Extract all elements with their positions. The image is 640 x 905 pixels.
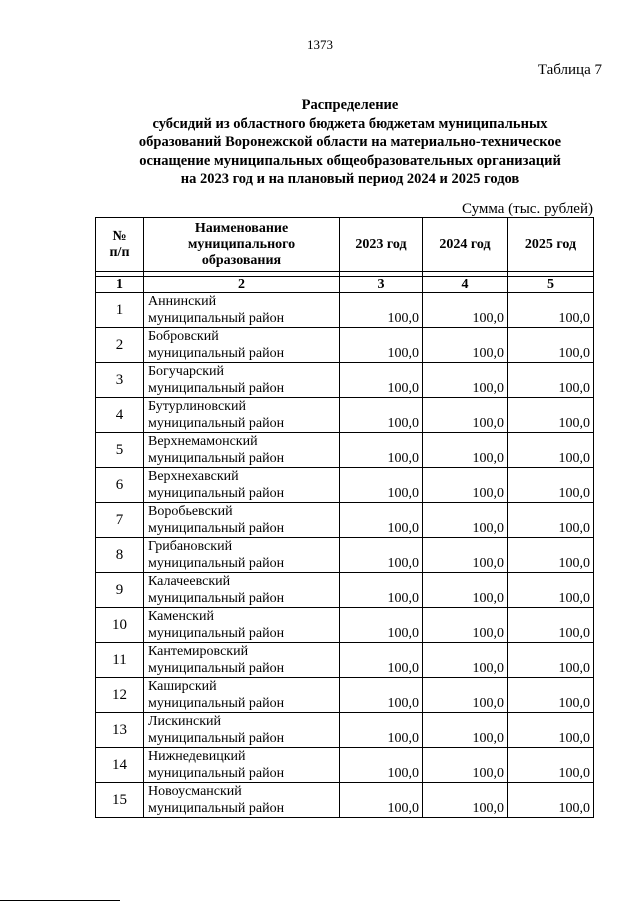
table-row (96, 573, 594, 608)
row-number: 1 (96, 293, 144, 328)
title-line: на 2023 год и на плановый период 2024 и 2025 годов (180, 171, 520, 187)
row-number: 13 (96, 713, 144, 748)
value-2023: 100,0 (340, 608, 423, 643)
header-2025: 2025 год (508, 218, 594, 272)
value-2024: 100,0 (423, 503, 508, 538)
table-row (96, 538, 594, 573)
column-number-row (96, 277, 594, 293)
municipality-name-line2: муниципальный район (148, 766, 285, 781)
municipality-name-line1: Воробьевский (148, 504, 233, 519)
header-num: № п/п (96, 218, 144, 272)
title-line: образований Воронежской области на материально-техническое (138, 134, 562, 150)
municipality-name-line1: Бобровский (148, 329, 219, 344)
table-row (96, 398, 594, 433)
municipality-name-line2: муниципальный район (148, 801, 285, 816)
municipality-name-line1: Верхнемамонский (148, 434, 258, 449)
col-number: 1 (96, 277, 144, 293)
table-row (96, 678, 594, 713)
value-2025: 100,0 (508, 643, 594, 678)
municipality-name (144, 748, 340, 783)
municipality-name-line1: Верхнехавский (148, 469, 239, 484)
table-row (96, 608, 594, 643)
value-2023: 100,0 (340, 748, 423, 783)
value-2023: 100,0 (340, 503, 423, 538)
value-2024: 100,0 (423, 398, 508, 433)
table-header-row (96, 218, 594, 272)
municipality-name (144, 293, 340, 328)
value-2025: 100,0 (508, 468, 594, 503)
value-2024: 100,0 (423, 748, 508, 783)
value-2024: 100,0 (423, 678, 508, 713)
municipality-name-line2: муниципальный район (148, 521, 285, 536)
value-2023: 100,0 (340, 328, 423, 363)
municipality-name (144, 398, 340, 433)
municipality-name (144, 363, 340, 398)
row-number: 2 (96, 328, 144, 363)
municipality-name (144, 468, 340, 503)
value-2023: 100,0 (340, 433, 423, 468)
value-2025: 100,0 (508, 398, 594, 433)
municipality-name-line1: Бутурлиновский (148, 399, 246, 414)
municipality-name (144, 573, 340, 608)
municipality-name-line1: Каширский (148, 679, 217, 694)
value-2023: 100,0 (340, 783, 423, 818)
value-2023: 100,0 (340, 538, 423, 573)
value-2025: 100,0 (508, 503, 594, 538)
table-row (96, 643, 594, 678)
value-2024: 100,0 (423, 538, 508, 573)
header-name: Наименование муниципального образования (144, 218, 340, 272)
value-2023: 100,0 (340, 713, 423, 748)
table-row (96, 363, 594, 398)
value-2024: 100,0 (423, 328, 508, 363)
value-2025: 100,0 (508, 608, 594, 643)
municipality-name-line1: Нижнедевицкий (148, 749, 246, 764)
row-number: 10 (96, 608, 144, 643)
row-number: 3 (96, 363, 144, 398)
municipality-name-line2: муниципальный район (148, 416, 285, 431)
row-number: 12 (96, 678, 144, 713)
table-row (96, 783, 594, 818)
municipality-name-line1: Каменский (148, 609, 214, 624)
table-row (96, 433, 594, 468)
value-2024: 100,0 (423, 783, 508, 818)
municipality-name-line1: Аннинский (148, 294, 217, 309)
municipality-name-line2: муниципальный район (148, 731, 285, 746)
municipality-name-line2: муниципальный район (148, 661, 285, 676)
value-2024: 100,0 (423, 643, 508, 678)
table-row (96, 748, 594, 783)
table-body (96, 272, 594, 818)
value-2023: 100,0 (340, 293, 423, 328)
value-2025: 100,0 (508, 363, 594, 398)
municipality-name (144, 713, 340, 748)
footnote-divider (0, 900, 120, 901)
municipality-name-line1: Калачеевский (148, 574, 231, 589)
row-number: 4 (96, 398, 144, 433)
table-row (96, 503, 594, 538)
value-2025: 100,0 (508, 748, 594, 783)
table-row (96, 468, 594, 503)
municipality-name-line2: муниципальный район (148, 346, 285, 361)
municipality-name (144, 608, 340, 643)
value-2023: 100,0 (340, 363, 423, 398)
value-2024: 100,0 (423, 433, 508, 468)
value-2024: 100,0 (423, 573, 508, 608)
municipality-name-line1: Грибановский (148, 539, 233, 554)
municipality-name (144, 678, 340, 713)
municipality-name (144, 433, 340, 468)
col-number: 5 (508, 277, 594, 293)
row-number: 9 (96, 573, 144, 608)
value-2024: 100,0 (423, 293, 508, 328)
municipality-name (144, 328, 340, 363)
municipality-name (144, 538, 340, 573)
value-2024: 100,0 (423, 713, 508, 748)
value-2025: 100,0 (508, 678, 594, 713)
row-number: 7 (96, 503, 144, 538)
municipality-name-line1: Лискинский (148, 714, 221, 729)
table-label: Таблица 7 (537, 62, 602, 78)
value-2023: 100,0 (340, 643, 423, 678)
header-2023: 2023 год (340, 218, 423, 272)
municipality-name-line2: муниципальный район (148, 696, 285, 711)
value-2023: 100,0 (340, 468, 423, 503)
table-row (96, 713, 594, 748)
municipality-name-line1: Новоусманский (148, 784, 242, 799)
row-number: 15 (96, 783, 144, 818)
row-number: 8 (96, 538, 144, 573)
col-number: 2 (144, 277, 340, 293)
value-2023: 100,0 (340, 573, 423, 608)
value-2024: 100,0 (423, 363, 508, 398)
value-2025: 100,0 (508, 293, 594, 328)
row-number: 14 (96, 748, 144, 783)
value-2025: 100,0 (508, 713, 594, 748)
header-2024: 2024 год (423, 218, 508, 272)
title-line: Распределение (301, 97, 399, 113)
value-2024: 100,0 (423, 468, 508, 503)
value-2025: 100,0 (508, 328, 594, 363)
municipality-name (144, 643, 340, 678)
title-line: оснащение муниципальных общеобразовательных организаций (139, 152, 561, 169)
municipality-name-line2: муниципальный район (148, 591, 285, 606)
title-line: субсидий из областного бюджета бюджетам муниципальных (152, 115, 548, 132)
value-2025: 100,0 (508, 783, 594, 818)
municipality-name (144, 503, 340, 538)
municipality-name-line2: муниципальный район (148, 381, 285, 396)
value-2023: 100,0 (340, 398, 423, 433)
value-2023: 100,0 (340, 678, 423, 713)
value-2025: 100,0 (508, 433, 594, 468)
row-number: 6 (96, 468, 144, 503)
row-number: 5 (96, 433, 144, 468)
municipality-name-line2: муниципальный район (148, 556, 285, 571)
table-row (96, 293, 594, 328)
municipality-name-line2: муниципальный район (148, 451, 285, 466)
col-number: 3 (340, 277, 423, 293)
municipality-name-line1: Богучарский (148, 364, 225, 379)
subsidy-table (95, 217, 594, 818)
municipality-name-line2: муниципальный район (148, 486, 285, 501)
value-2025: 100,0 (508, 573, 594, 608)
table-row (96, 328, 594, 363)
document-title (60, 96, 640, 189)
value-2025: 100,0 (508, 538, 594, 573)
municipality-name-line2: муниципальный район (148, 311, 285, 326)
value-2024: 100,0 (423, 608, 508, 643)
municipality-name (144, 783, 340, 818)
municipality-name-line1: Кантемировский (148, 644, 249, 659)
row-number: 11 (96, 643, 144, 678)
page-number: 1373 (307, 37, 333, 52)
col-number: 4 (423, 277, 508, 293)
municipality-name-line2: муниципальный район (148, 626, 285, 641)
units-label: Сумма (тыс. рублей) (461, 201, 593, 217)
